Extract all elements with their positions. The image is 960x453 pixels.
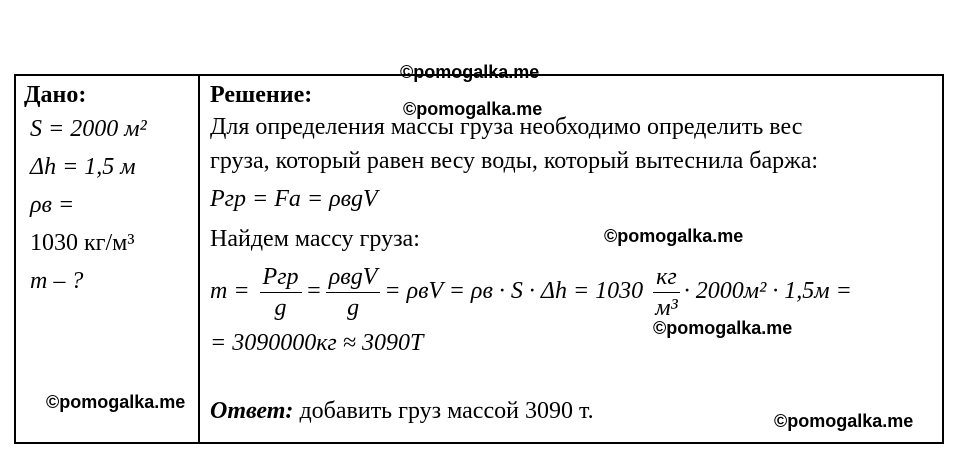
- fraction-weight-over-g: [260, 262, 302, 323]
- watermark: ©pomogalka.me: [46, 392, 186, 412]
- solution-intro-line-2: груза, который равен весу воды, который вытеснила баржа:: [210, 148, 819, 174]
- fraction-2-denominator: g: [347, 294, 360, 321]
- answer-text: добавить груз массой 3090 т.: [299, 398, 594, 424]
- mass-formula: m = $\frac{\text{Pгр}}{g}$ = $\frac{\text{ρвgV}}{g}$ = ρвV = ρв · S · Δh = 1030 $\frac{кг}{\text{м³}}$ · 2000м² · 1,5м =: [210, 263, 852, 321]
- given-title: Дано:: [24, 82, 87, 108]
- mass-formula-start: m =: [210, 278, 250, 304]
- answer-label: Ответ:: [210, 398, 294, 424]
- watermark: ©pomogalka.me: [604, 226, 744, 246]
- fraction-archimedes-over-g: [326, 262, 381, 323]
- given-area: S = 2000 м²: [30, 116, 147, 142]
- column-divider: [198, 76, 200, 442]
- mass-formula-end: · 2000м² · 1,5м =: [683, 278, 852, 304]
- find-mass-text: Найдем массу груза:: [210, 226, 420, 252]
- watermark: ©pomogalka.me: [774, 411, 914, 431]
- problem-table: [14, 74, 944, 444]
- fraction-1-denominator: g: [274, 294, 287, 321]
- given-density-label: ρв =: [30, 192, 75, 218]
- mass-result: = 3090000кг ≈ 3090Т: [210, 330, 424, 356]
- watermark: ©pomogalka.me: [400, 62, 540, 82]
- watermark: ©pomogalka.me: [653, 318, 793, 338]
- fraction-density-unit: [653, 262, 680, 323]
- given-depth: Δh = 1,5 м: [30, 154, 136, 180]
- fraction-2-numerator: ρвgV: [326, 262, 381, 293]
- fraction-3-numerator: кг: [653, 262, 680, 293]
- solution-column: [210, 80, 935, 428]
- given-unknown: m – ?: [30, 268, 84, 294]
- fraction-3-denominator: м³: [655, 294, 678, 321]
- solution-intro-line-1: Для определения массы груза необходимо определить вес: [210, 114, 803, 140]
- watermark: ©pomogalka.me: [403, 99, 543, 119]
- weight-formula: Pгр = Fа = ρвgV: [210, 186, 378, 212]
- given-column: [24, 80, 194, 300]
- fraction-1-numerator: Pгр: [260, 262, 302, 293]
- mass-formula-middle: = ρвV = ρв · S · Δh = 1030: [384, 278, 644, 304]
- given-density-value: 1030 кг/м³: [30, 230, 135, 256]
- solution-title: Решение:: [210, 82, 313, 108]
